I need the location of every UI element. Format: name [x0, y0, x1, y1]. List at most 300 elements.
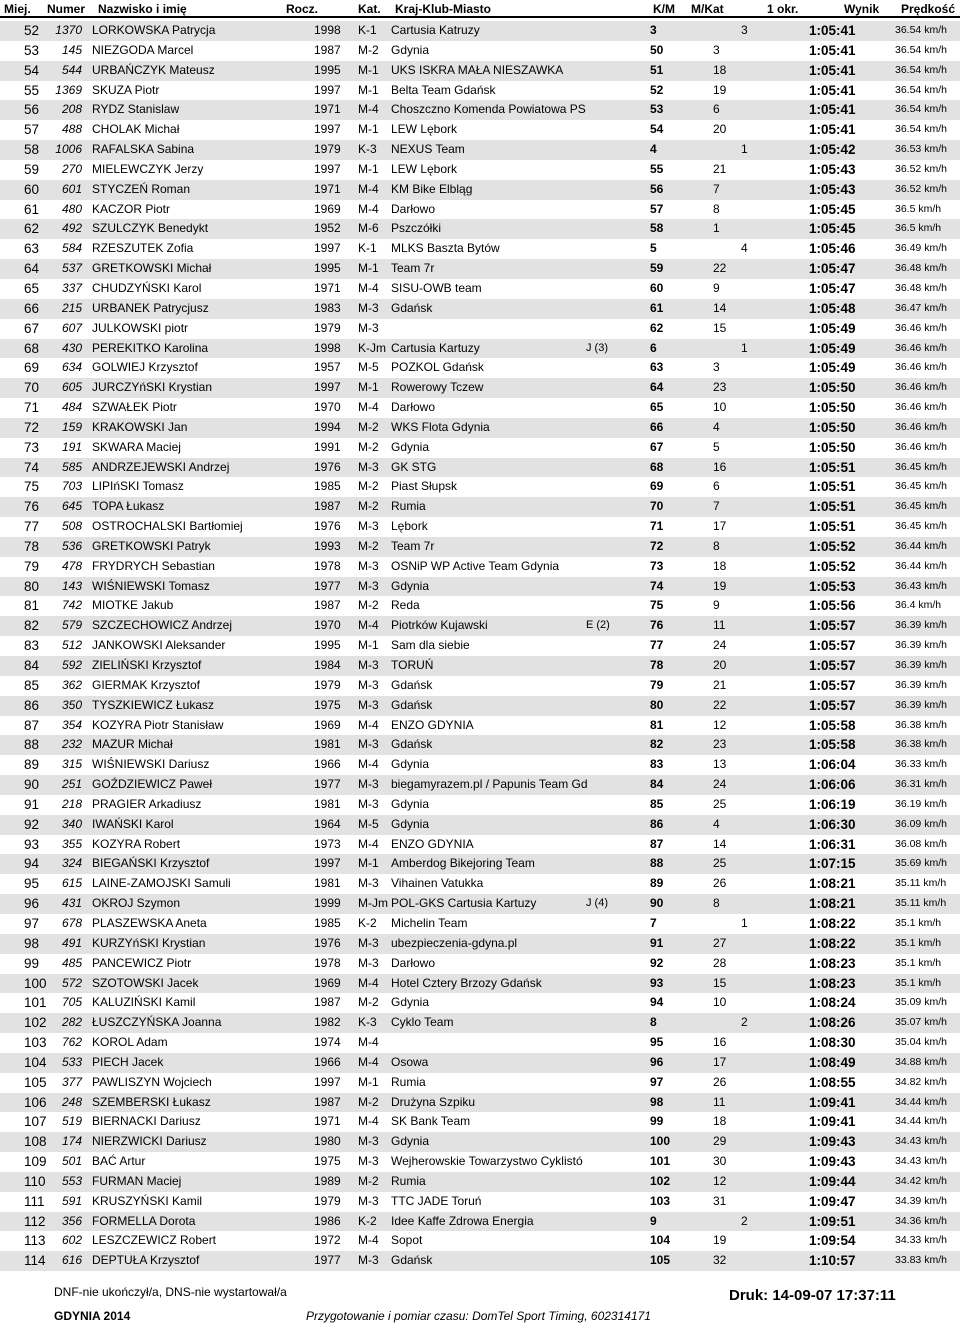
row-gender-place: 3 [650, 23, 657, 37]
row-place: 113 [24, 1233, 46, 1249]
row-gender-place: 95 [650, 1035, 664, 1050]
row-speed: 36.46 km/h [895, 381, 947, 394]
row-name: MAZUR Michał [92, 737, 173, 752]
row-name: FURMAN Maciej [92, 1173, 182, 1188]
row-gender-place: 68 [650, 459, 664, 474]
row-cat-place: 10 [713, 400, 727, 415]
row-number: 356 [61, 1213, 82, 1228]
row-result: 1:09:51 [809, 1213, 856, 1229]
row-year: 1985 [314, 915, 341, 930]
row-gender-place: 62 [650, 320, 664, 335]
row-lap1: 2 [741, 1015, 748, 1030]
row-category: M-4 [358, 102, 379, 117]
row-club: Gdynia [391, 439, 430, 454]
row-speed: 36.46 km/h [895, 361, 947, 374]
row-number: 324 [61, 856, 82, 871]
col-name-header: Nazwisko i imię [98, 2, 187, 16]
row-name: CHOLAK Michał [92, 122, 180, 137]
row-year: 1997 [314, 380, 341, 395]
row-number: 553 [61, 1173, 82, 1188]
row-year: 1997 [314, 122, 341, 137]
row-category: M-3 [358, 1134, 379, 1149]
row-gender-place: 90 [650, 896, 664, 911]
row-number: 536 [61, 538, 82, 553]
row-club: Darłowo [391, 955, 436, 970]
row-speed: 36.47 km/h [895, 301, 947, 314]
row-category: M-5 [358, 816, 379, 831]
table-row [0, 656, 960, 676]
row-club: NEXUS Team [391, 142, 465, 157]
col-number-header: Numer [47, 2, 86, 16]
row-name: KOZYRA Piotr Stanisław [92, 717, 224, 732]
row-result: 1:08:30 [809, 1035, 856, 1051]
row-name: SZEMBERSKI Łukasz [92, 1094, 211, 1109]
row-name: KURZYńSKI Krystian [92, 935, 206, 950]
row-lap1: 3 [741, 23, 748, 37]
table-row [0, 636, 960, 656]
row-result: 1:05:41 [809, 62, 856, 78]
row-result: 1:05:51 [809, 479, 856, 495]
row-speed: 36.46 km/h [895, 321, 947, 334]
row-category: M-4 [358, 1233, 379, 1248]
row-place: 100 [24, 975, 47, 991]
row-cat-place: 5 [713, 439, 720, 454]
row-cat-place: 18 [713, 1114, 727, 1129]
row-place: 67 [24, 320, 40, 336]
row-result: 1:06:30 [809, 816, 856, 832]
row-year: 1977 [314, 578, 341, 593]
row-club: Gdynia [391, 995, 430, 1010]
row-name: GOLWIEJ Krzysztof [92, 360, 198, 375]
row-category: M-4 [358, 618, 379, 633]
row-year: 1997 [314, 161, 341, 176]
row-category: M-6 [358, 221, 379, 236]
row-result: 1:05:49 [809, 320, 856, 336]
table-row [0, 616, 960, 636]
row-club: Team 7r [391, 261, 435, 276]
table-row [0, 140, 960, 160]
row-category: M-2 [358, 1173, 379, 1188]
row-place: 63 [24, 241, 40, 257]
row-gender-place: 69 [650, 479, 664, 494]
row-name: SKWARA Maciej [92, 439, 181, 454]
row-name: PIECH Jacek [92, 1054, 164, 1069]
row-place: 60 [24, 181, 40, 197]
row-result: 1:06:04 [809, 757, 856, 773]
header-divider [0, 16, 960, 18]
row-year: 1999 [314, 896, 341, 911]
row-gender-place: 100 [650, 1134, 671, 1149]
row-category: K-3 [358, 1015, 377, 1030]
row-category: M-3 [358, 796, 379, 811]
row-category: M-2 [358, 538, 379, 553]
row-place: 62 [24, 221, 40, 237]
row-category: M-2 [358, 479, 379, 494]
footer-event: GDYNIA 2014 [54, 1309, 131, 1323]
row-place: 75 [24, 479, 40, 495]
row-category: M-3 [358, 658, 379, 672]
row-year: 1997 [314, 1074, 341, 1089]
row-name: TOPA Łukasz [92, 499, 165, 514]
table-row [0, 1251, 960, 1271]
row-category: M-3 [358, 459, 379, 474]
row-cat-place: 12 [713, 717, 727, 732]
row-speed: 36.39 km/h [895, 639, 947, 652]
row-result: 1:05:47 [809, 280, 856, 296]
row-number: 251 [61, 777, 82, 792]
table-header [0, 0, 960, 20]
row-club: Darłowo [391, 400, 436, 415]
row-number: 480 [61, 201, 82, 216]
row-place: 104 [24, 1054, 47, 1070]
row-name: JULKOWSKI piotr [92, 320, 189, 335]
table-row [0, 993, 960, 1013]
row-place: 88 [24, 737, 40, 753]
row-club: TORUŃ [391, 658, 434, 672]
row-cat-place: 1 [713, 221, 720, 236]
row-club: POL-GKS Cartusia Kartuzy [391, 896, 537, 911]
row-name: URBAŃCZYK Mateusz [92, 62, 215, 77]
col-cat-place-header: M/Kat [691, 2, 724, 16]
row-gender-place: 6 [650, 340, 657, 355]
row-category: M-4 [358, 1054, 379, 1069]
table-row [0, 755, 960, 775]
table-row [0, 1053, 960, 1073]
row-speed: 34.39 km/h [895, 1194, 947, 1207]
row-gender-place: 96 [650, 1054, 664, 1069]
row-club: Vihainen Vatukka [391, 876, 484, 891]
row-gender-place: 53 [650, 102, 664, 117]
row-name: JANKOWSKI Aleksander [92, 638, 226, 653]
row-result: 1:10:57 [809, 1253, 856, 1269]
row-gender-place: 56 [650, 181, 664, 196]
row-club: Wejherowskie Towarzystwo Cyklistó [391, 1154, 583, 1169]
row-result: 1:08:23 [809, 975, 856, 991]
row-result: 1:08:21 [809, 876, 856, 892]
row-lap1: 1 [741, 915, 748, 930]
row-number: 678 [61, 915, 82, 930]
row-gender-place: 86 [650, 816, 664, 831]
row-result: 1:05:53 [809, 578, 856, 594]
row-speed: 36.46 km/h [895, 401, 947, 414]
row-year: 1995 [314, 62, 341, 77]
row-year: 1971 [314, 102, 341, 117]
row-year: 1978 [314, 955, 341, 970]
row-speed: 36.54 km/h [895, 123, 947, 136]
col-gender-place-header: K/M [653, 2, 675, 16]
row-cat-place: 3 [713, 42, 720, 57]
row-result: 1:09:47 [809, 1193, 856, 1209]
row-number: 537 [61, 261, 82, 276]
row-name: RAFALSKA Sabina [92, 142, 195, 157]
row-name: OKROJ Szymon [92, 896, 181, 911]
row-name: SZOTOWSKI Jacek [92, 975, 199, 990]
row-speed: 36.08 km/h [895, 837, 947, 850]
table-row [0, 1013, 960, 1033]
row-result: 1:05:45 [809, 221, 856, 237]
row-year: 1991 [314, 439, 341, 454]
row-speed: 36.53 km/h [895, 143, 947, 156]
row-place: 103 [24, 1035, 47, 1051]
table-row [0, 974, 960, 994]
row-cat-place: 7 [713, 181, 720, 196]
row-number: 355 [61, 836, 82, 851]
row-gender-place: 55 [650, 161, 664, 176]
row-cat-place: 19 [713, 578, 727, 593]
row-category: M-3 [358, 777, 379, 792]
row-club: ENZO GDYNIA [391, 836, 474, 851]
row-gender-place: 50 [650, 42, 664, 57]
row-place: 109 [24, 1154, 47, 1170]
row-speed: 36.54 km/h [895, 83, 947, 96]
row-club: Gdynia [391, 816, 430, 831]
row-gender-place: 87 [650, 836, 664, 851]
row-number: 337 [61, 280, 82, 295]
row-year: 1970 [314, 400, 341, 415]
row-number: 248 [61, 1094, 82, 1109]
row-cat-place: 32 [713, 1253, 727, 1268]
row-cat-place: 27 [713, 935, 727, 950]
row-number: 519 [61, 1114, 82, 1129]
row-year: 1998 [314, 340, 341, 355]
row-number: 501 [61, 1154, 82, 1169]
row-number: 616 [61, 1253, 82, 1268]
row-cat-place: 14 [713, 836, 727, 851]
row-name: OSTROCHALSKI Bartłomiej [92, 519, 243, 534]
row-place: 79 [24, 558, 40, 574]
row-number: 174 [61, 1134, 82, 1149]
row-year: 1966 [314, 1054, 341, 1069]
row-year: 1969 [314, 717, 341, 732]
row-name: FORMELLA Dorota [92, 1213, 196, 1228]
row-gender-place: 57 [650, 201, 664, 216]
row-club: Gdańsk [391, 1253, 433, 1268]
row-number: 615 [61, 876, 82, 891]
row-club: ubezpieczenia-gdyna.pl [391, 935, 518, 950]
row-year: 1980 [314, 1134, 341, 1149]
row-club: Rumia [391, 499, 426, 514]
row-result: 1:09:41 [809, 1114, 856, 1130]
table-row [0, 1132, 960, 1152]
row-place: 55 [24, 82, 40, 98]
row-number: 377 [61, 1074, 82, 1089]
row-category: M-1 [358, 380, 379, 395]
row-speed: 36.44 km/h [895, 559, 947, 572]
row-place: 96 [24, 896, 40, 912]
row-cat-place: 20 [713, 658, 727, 672]
row-category: M-Jm [358, 896, 388, 911]
table-row [0, 200, 960, 220]
row-cat-place: 9 [713, 598, 720, 613]
row-year: 1993 [314, 538, 341, 553]
table-row [0, 477, 960, 497]
row-category: M-4 [358, 836, 379, 851]
row-speed: 35.1 km/h [895, 956, 942, 969]
row-cat-place: 9 [713, 280, 720, 295]
table-row [0, 775, 960, 795]
row-cat-place: 12 [713, 1173, 727, 1188]
row-cat-place: 23 [713, 737, 727, 752]
row-gender-place: 85 [650, 796, 664, 811]
row-speed: 36.44 km/h [895, 539, 947, 552]
row-result: 1:08:23 [809, 955, 856, 971]
col-lap1-header: 1 okr. [767, 2, 799, 16]
row-name: GRETKOWSKI Patryk [92, 538, 211, 553]
row-speed: 35.1 km/h [895, 916, 942, 929]
row-gender-place: 103 [650, 1193, 671, 1208]
row-club: UKS ISKRA MAŁA NIESZAWKA [391, 62, 564, 77]
row-speed: 36.39 km/h [895, 678, 947, 691]
row-year: 1997 [314, 856, 341, 871]
row-place: 84 [24, 658, 40, 673]
row-number: 602 [61, 1233, 82, 1248]
row-cat-place: 3 [713, 360, 720, 375]
row-gender-place: 101 [650, 1154, 671, 1169]
row-club: Sam dla siebie [391, 638, 470, 653]
row-place: 99 [24, 955, 40, 971]
row-gender-place: 64 [650, 380, 664, 395]
row-name: KALUZIŃSKI Kamil [92, 995, 196, 1010]
row-result: 1:09:44 [809, 1173, 856, 1189]
row-number: 592 [61, 658, 82, 672]
table-row [0, 1073, 960, 1093]
row-name: GIERMAK Krzysztof [92, 677, 201, 692]
row-club: Reda [391, 598, 420, 613]
row-speed: 36.5 km/h [895, 202, 942, 215]
row-club: Lębork [391, 519, 428, 534]
row-place: 65 [24, 280, 40, 296]
row-speed: 36.38 km/h [895, 738, 947, 751]
row-cat-place: 23 [713, 380, 727, 395]
row-number: 1369 [55, 82, 82, 97]
row-year: 1969 [314, 975, 341, 990]
row-category: M-2 [358, 42, 379, 57]
row-name: BAĆ Artur [92, 1154, 146, 1169]
row-club: Rowerowy Tczew [391, 380, 484, 395]
row-number: 362 [61, 677, 82, 692]
row-year: 1974 [314, 1035, 341, 1050]
table-row [0, 418, 960, 438]
row-lap1: 4 [741, 241, 748, 256]
row-cat-place: 13 [713, 757, 727, 772]
row-gender-place: 81 [650, 717, 664, 732]
row-category: M-2 [358, 439, 379, 454]
row-place: 106 [24, 1094, 47, 1110]
table-row [0, 735, 960, 755]
row-place: 59 [24, 161, 40, 177]
row-club: Gdańsk [391, 697, 433, 712]
row-number: 430 [61, 340, 82, 355]
row-place: 74 [24, 459, 40, 475]
table-row [0, 676, 960, 696]
row-club: Hotel Cztery Brzozy Gdańsk [391, 975, 542, 990]
row-category: M-3 [358, 1154, 379, 1169]
row-year: 1981 [314, 737, 341, 752]
row-place: 66 [24, 300, 40, 316]
row-year: 1971 [314, 181, 341, 196]
table-row [0, 815, 960, 835]
row-cat-place: 24 [713, 777, 727, 792]
row-lap1: 1 [741, 142, 748, 157]
row-name: SKUZA Piotr [92, 82, 160, 97]
row-year: 1975 [314, 1154, 341, 1169]
row-category: M-1 [358, 62, 379, 77]
row-speed: 34.82 km/h [895, 1075, 947, 1088]
row-cat-place: 16 [713, 459, 727, 474]
row-gender-place: 92 [650, 955, 664, 970]
row-cat-place: 22 [713, 697, 727, 712]
row-speed: 36.54 km/h [895, 103, 947, 116]
table-row [0, 438, 960, 458]
row-number: 1006 [55, 142, 82, 157]
footer-timing: Przygotowanie i pomiar czasu: DomTel Sport Timing, 602314171 [306, 1309, 651, 1323]
row-name: URBANEK Patrycjusz [92, 300, 209, 315]
row-speed: 36.45 km/h [895, 520, 947, 533]
row-club: MLKS Baszta Bytów [391, 241, 500, 256]
row-note: J (4) [586, 897, 608, 910]
row-speed: 36.46 km/h [895, 341, 947, 354]
row-cat-place: 26 [713, 876, 727, 891]
row-cat-place: 30 [713, 1154, 727, 1169]
row-result: 1:05:43 [809, 181, 856, 197]
row-category: M-1 [358, 261, 379, 276]
row-place: 52 [24, 23, 40, 38]
row-category: M-3 [358, 677, 379, 692]
row-gender-place: 89 [650, 876, 664, 891]
row-result: 1:05:43 [809, 161, 856, 177]
row-result: 1:05:52 [809, 558, 856, 574]
row-name: IWAŃSKI Karol [92, 816, 174, 831]
row-name: TYSZKIEWICZ Łukasz [92, 697, 215, 712]
row-cat-place: 4 [713, 419, 720, 434]
row-result: 1:05:57 [809, 618, 856, 634]
row-category: M-5 [358, 360, 379, 375]
row-year: 1976 [314, 459, 341, 474]
row-category: K-1 [358, 241, 377, 256]
row-year: 1983 [314, 300, 341, 315]
table-row [0, 21, 960, 41]
row-category: M-4 [358, 975, 379, 990]
row-year: 1969 [314, 201, 341, 216]
row-category: M-4 [358, 201, 379, 216]
row-name: MIOTKE Jakub [92, 598, 174, 613]
results-table [0, 21, 960, 1271]
row-name: KOROL Adam [92, 1035, 168, 1050]
row-club: SISU-OWB team [391, 280, 482, 295]
row-result: 1:08:55 [809, 1074, 856, 1090]
row-speed: 36.39 km/h [895, 698, 947, 711]
table-row [0, 279, 960, 299]
row-name: SZULCZYK Benedykt [92, 221, 209, 236]
row-gender-place: 76 [650, 618, 664, 633]
row-name: MIELEWCZYK Jerzy [92, 161, 204, 176]
row-year: 1975 [314, 697, 341, 712]
row-year: 1994 [314, 419, 341, 434]
row-result: 1:05:57 [809, 677, 856, 693]
row-speed: 36.38 km/h [895, 718, 947, 731]
row-place: 105 [24, 1074, 47, 1090]
row-place: 82 [24, 618, 40, 634]
row-cat-place: 21 [713, 677, 727, 692]
row-speed: 35.1 km/h [895, 936, 942, 949]
row-gender-place: 59 [650, 261, 664, 276]
row-gender-place: 9 [650, 1213, 657, 1228]
row-result: 1:05:52 [809, 538, 856, 554]
row-result: 1:05:50 [809, 419, 856, 435]
row-year: 1973 [314, 836, 341, 851]
row-speed: 34.43 km/h [895, 1155, 947, 1168]
row-club: Drużyna Szpiku [391, 1094, 476, 1109]
